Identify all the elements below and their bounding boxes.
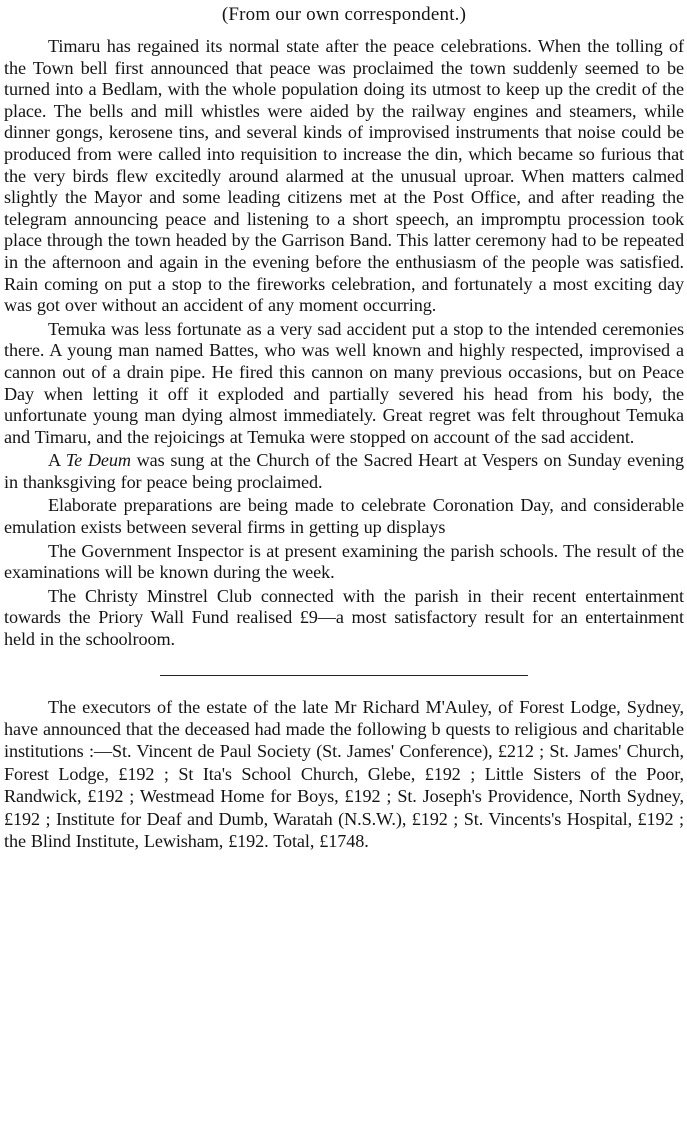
paragraph-christy-minstrel: The Christy Minstrel Club connected with the parish in their recent entertainment towards the Priory Wall Fund realised £9—a most satisfactory result for an entertainment held in the schoolroom. — [4, 585, 684, 650]
paragraph-te-deum — [4, 450, 684, 493]
paragraph-bequests: The executors of the estate of the late Mr Richard M'Auley, of Forest Lodge, Sydney, have announced that the deceased had made the following b quests to religious and charitable institutions :—St. Vincent de Paul Society (St. James' Conference), £212 ; St. James' Church, Forest Lodge, £192 ; St Ita's School Church, Glebe, £192 ; Little Sisters of the Poor, Randwick, £192 ; Westmead Home for Boys, £192 ; St. Joseph's Providence, North Sydney, £192 ; Institute for Deaf and Dumb, Waratah (N.S.W.), £192 ; St. Vincents's Hospital, £192 ; the Blind Institute, Lewisham, £192. Total, £1748. — [4, 696, 684, 852]
newspaper-column — [4, 2, 684, 852]
te-deum-title: Te Deum — [65, 450, 131, 471]
paragraph-coronation-day: Elaborate preparations are being made to celebrate Coronation Day, and considerable emulation exists between several firms in getting up displays — [4, 495, 684, 538]
paragraph-peace-celebrations: Timaru has regained its normal state after the peace celebrations. When the tolling of the Town bell first announced that peace was proclaimed the town suddenly seemed to be turned into a Bedlam, with the whole population doing its utmost to keep up the credit of the place. The bells and mill whistles were aided by the railway engines and steamers, while dinner gongs, kerosene tins, and several kinds of improvised instruments that noise could be produced from were called into requisition to increase the din, which became so furious that the very birds flew excitedly around alarmed at the unusual uproar. When matters calmed slightly the Mayor and some leading citizens met at the Post Office, and after reading the telegram announcing peace and listening to a short speech, an impromptu procession took place through the town headed by the Garrison Band. This latter ceremony had to be repeated in the afternoon and again in the evening before the enthusiasm of the people was satisfied. Rain coming on put a stop to the fireworks celebration, and fortunately a most exciting day was got over without an accident of any moment occurring. — [4, 36, 684, 316]
timaru-report — [4, 36, 684, 651]
dateline: (From our own correspondent.) — [221, 4, 467, 25]
te-deum-lead: A — [48, 450, 66, 471]
section-divider — [160, 675, 528, 676]
paragraph-temuka-accident: Temuka was less fortunate as a very sad accident put a stop to the intended ceremonies there. A young man named Battes, who was well known and highly respected, improvised a cannon out of a drain pipe. He fired this cannon on many previous occasions, but on Peace Day when letting it off it exploded and partially severed his head from his body, the unfortunate young man dying almost immediately. Great regret was felt throughout Temuka and Timaru, and the rejoicings at Temuka were stopped on account of the sad accident. — [4, 318, 684, 447]
paragraph-government-inspector: The Government Inspector is at present examining the parish schools. The result of the examinations will be known during the week. — [4, 540, 684, 583]
bequest-notice — [4, 696, 684, 853]
te-deum-rest: was sung at the Church of the Sacred Heart at Vespers on Sunday evening in thanksgiving for peace being proclaimed. — [4, 450, 684, 492]
